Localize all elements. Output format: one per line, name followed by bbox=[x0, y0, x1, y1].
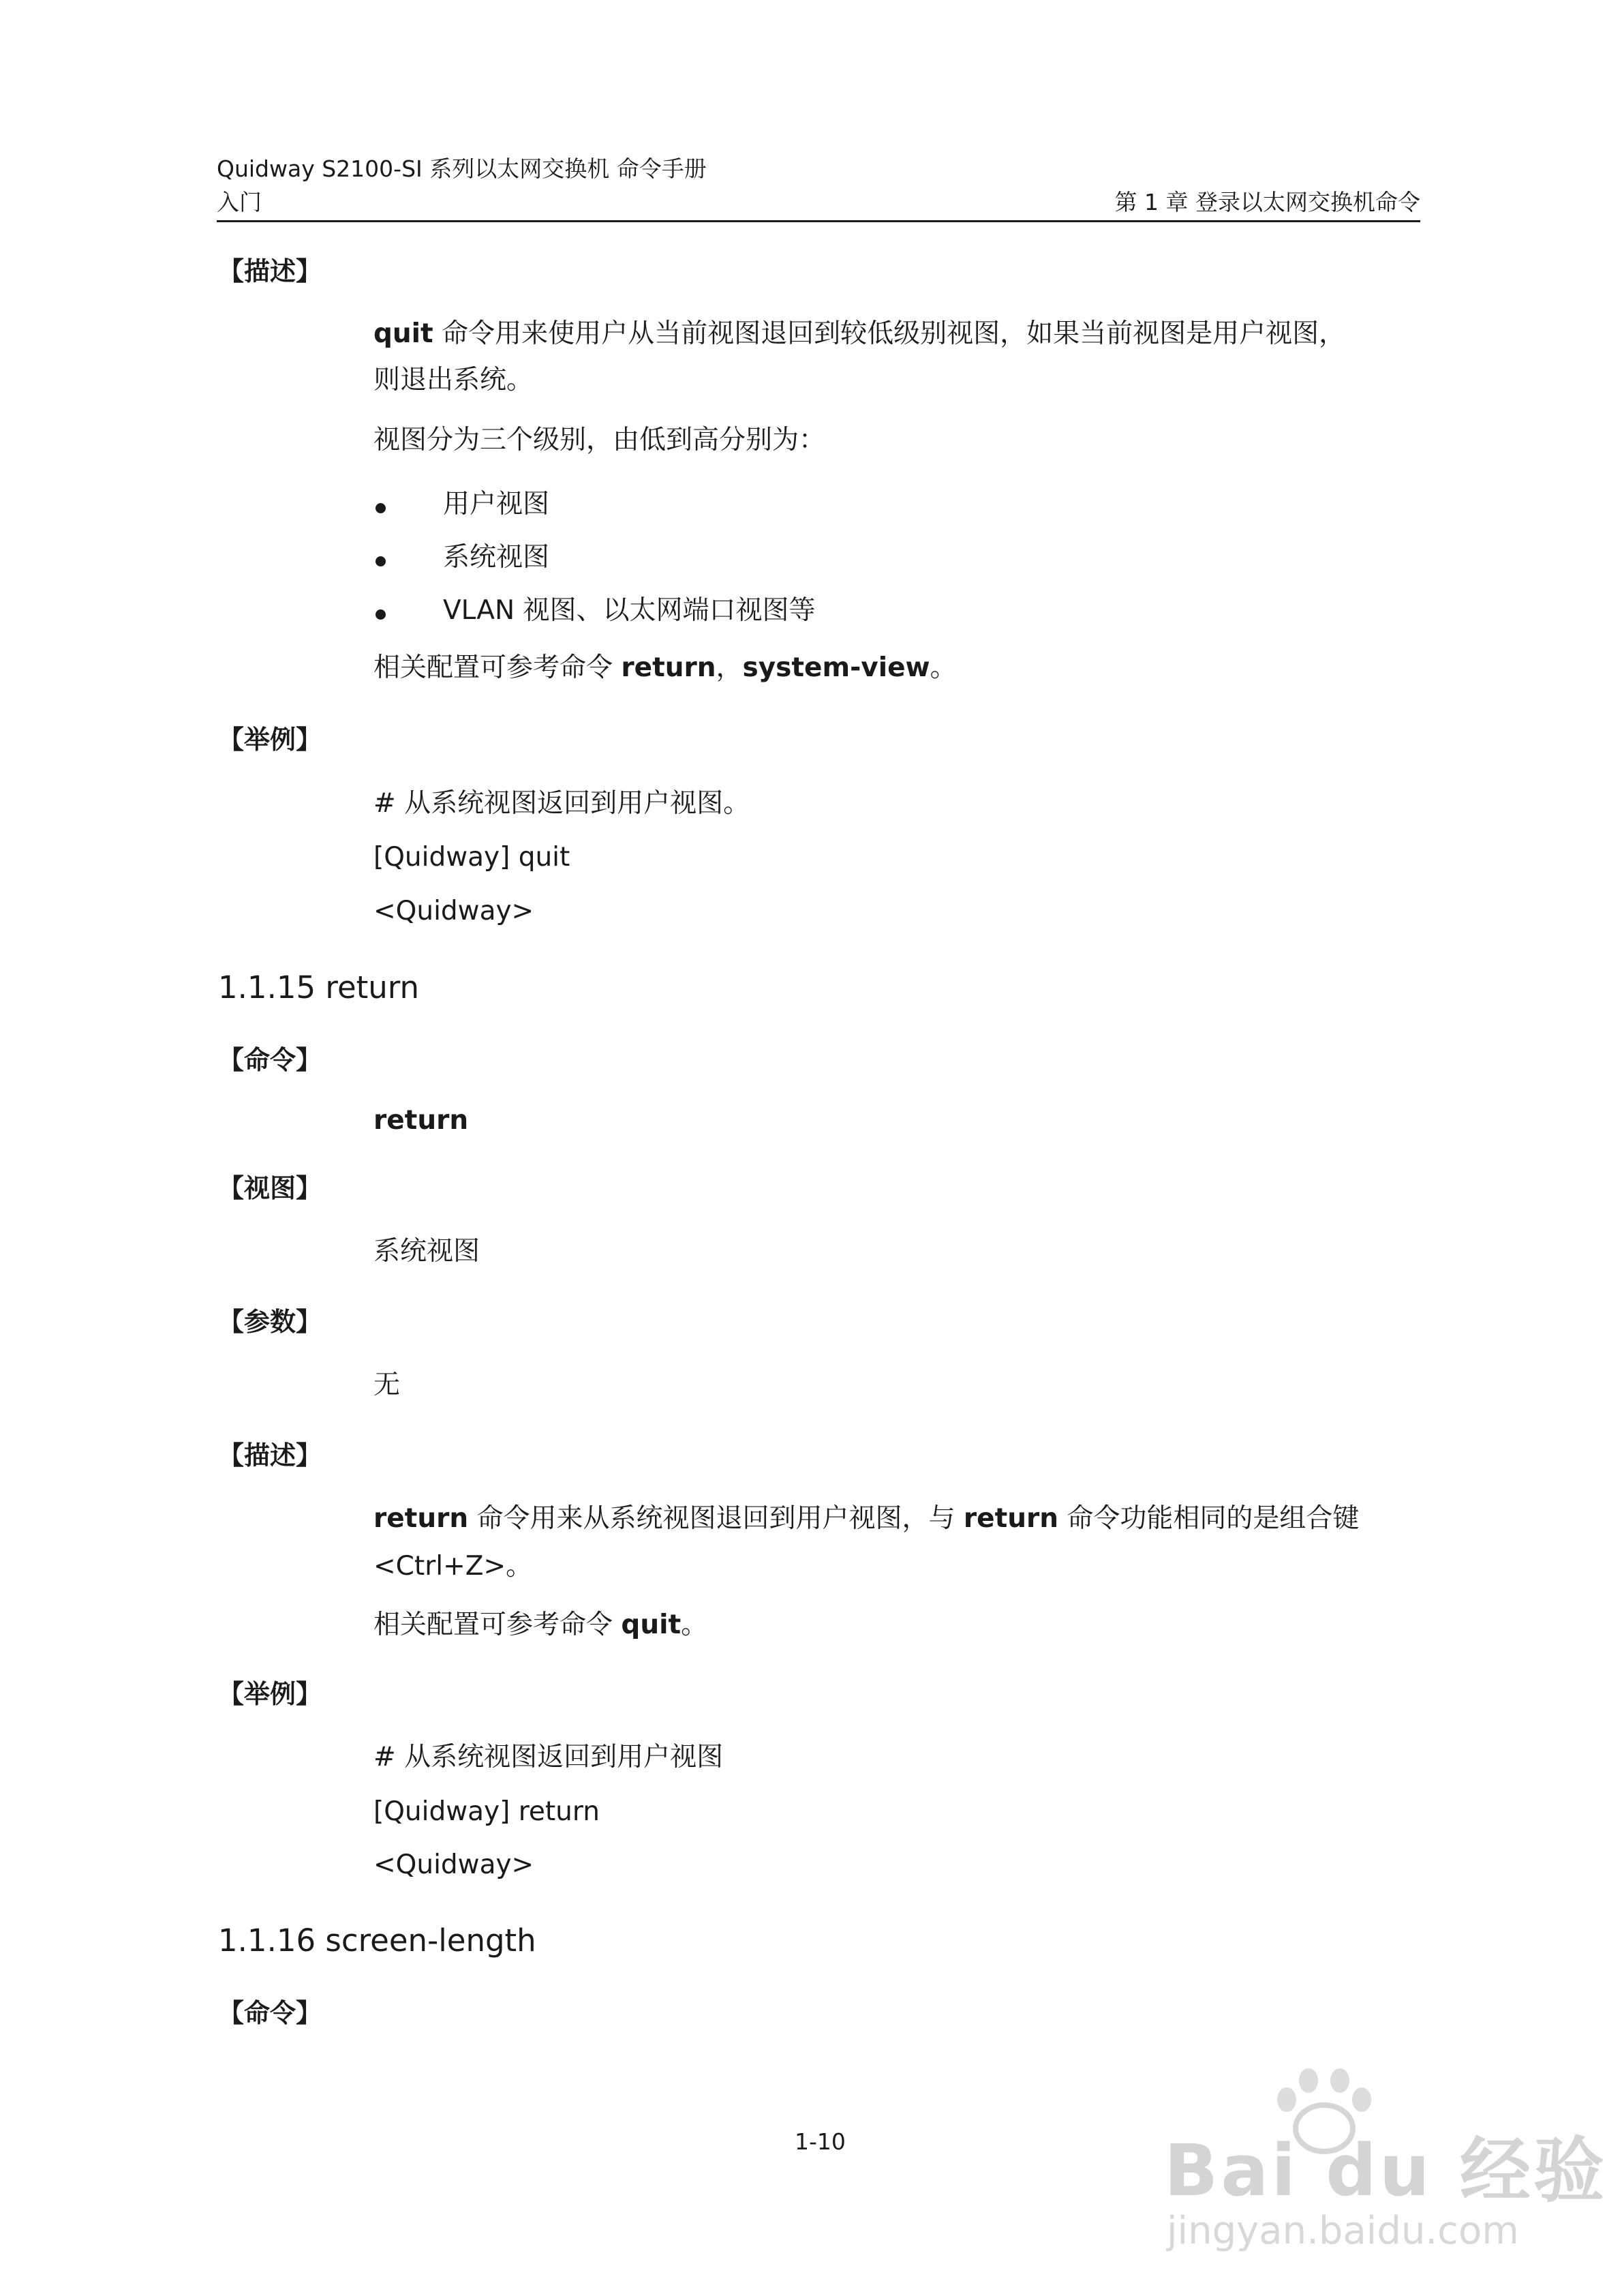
related-sep: ， bbox=[716, 652, 743, 683]
quit-desc-line1 bbox=[373, 318, 1345, 350]
return-view: 系统视图 bbox=[373, 1236, 480, 1267]
related-prefix: 相关配置可参考命令 bbox=[373, 652, 622, 683]
quit-example-comment: # 从系统视图返回到用户视图。 bbox=[373, 788, 750, 819]
bullet-icon bbox=[376, 609, 386, 620]
header-title: Quidway S2100-SI 系列以太网交换机 命令手册 bbox=[217, 155, 707, 182]
return-param-label: 【参数】 bbox=[218, 1307, 322, 1337]
related-end: 。 bbox=[681, 1610, 708, 1640]
return-related bbox=[373, 1609, 707, 1642]
bullet-icon bbox=[376, 556, 386, 567]
return-example-line1: [Quidway] return bbox=[373, 1796, 600, 1827]
level-item: VLAN 视图、以太网端口视图等 bbox=[443, 595, 816, 626]
header-rule bbox=[217, 220, 1420, 222]
quit-example-line1: [Quidway] quit bbox=[373, 842, 570, 873]
section-heading-return: 1.1.15 return bbox=[218, 969, 420, 1006]
return-cmd-label: 【命令】 bbox=[218, 1045, 322, 1075]
watermark-logo: Bai du 经验 bbox=[1164, 2129, 1607, 2212]
quit-desc-text: 命令用来使用户从当前视图退回到较低级别视图，如果当前视图是用户视图， bbox=[433, 318, 1346, 349]
related-cmd-system-view: system-view bbox=[742, 652, 930, 683]
return-desc-cmd1: return bbox=[373, 1503, 469, 1534]
related-cmd-return: return bbox=[621, 652, 716, 683]
quit-cmd-name: quit bbox=[373, 318, 433, 349]
return-desc-line2: <Ctrl+Z>。 bbox=[373, 1551, 533, 1582]
return-desc-line1 bbox=[373, 1502, 1359, 1535]
return-cmd: return bbox=[373, 1105, 469, 1136]
return-param: 无 bbox=[373, 1370, 401, 1400]
header-section: 入门 bbox=[217, 189, 262, 215]
return-desc-label: 【描述】 bbox=[218, 1440, 322, 1470]
return-example-label: 【举例】 bbox=[218, 1679, 322, 1709]
related-cmd-quit: quit bbox=[621, 1610, 682, 1640]
screen-cmd-label: 【命令】 bbox=[218, 1998, 322, 2028]
return-desc-mid: 命令用来从系统视图退回到用户视图，与 bbox=[468, 1503, 964, 1534]
quit-example-label: 【举例】 bbox=[218, 725, 322, 755]
page-number: 1-10 bbox=[795, 2128, 846, 2155]
quit-levels-intro: 视图分为三个级别，由低到高分别为： bbox=[373, 425, 826, 455]
related-end: 。 bbox=[930, 652, 957, 683]
quit-example-line2: <Quidway> bbox=[373, 896, 534, 926]
bullet-icon bbox=[376, 503, 386, 513]
watermark-url: jingyan.baidu.com bbox=[1167, 2209, 1519, 2253]
return-desc-cmd2: return bbox=[963, 1503, 1058, 1534]
header-chapter: 第 1 章 登录以太网交换机命令 bbox=[1114, 189, 1420, 215]
return-example-comment: # 从系统视图返回到用户视图 bbox=[373, 1742, 724, 1772]
return-desc-tail: 命令功能相同的是组合键 bbox=[1058, 1503, 1360, 1534]
quit-desc-line2: 则退出系统。 bbox=[373, 365, 534, 395]
level-item: 系统视图 bbox=[443, 542, 550, 573]
return-example-line2: <Quidway> bbox=[373, 1849, 534, 1880]
return-view-label: 【视图】 bbox=[218, 1173, 322, 1203]
level-item: 用户视图 bbox=[443, 489, 550, 519]
quit-related bbox=[373, 652, 957, 684]
section-heading-screen-length: 1.1.16 screen-length bbox=[218, 1922, 536, 1959]
related-prefix: 相关配置可参考命令 bbox=[373, 1610, 622, 1640]
quit-desc-label: 【描述】 bbox=[218, 256, 322, 286]
